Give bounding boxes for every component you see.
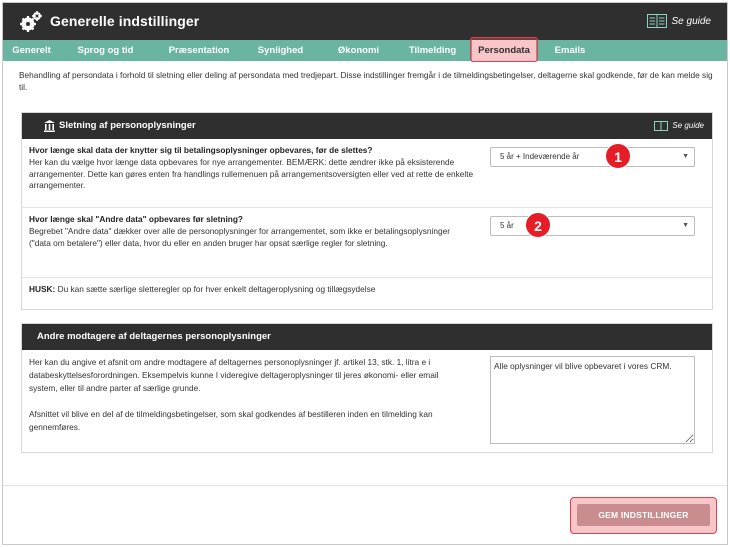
deletion-panel [21, 112, 713, 310]
tab-label: Synlighed [257, 45, 304, 56]
see-guide-label: Se guide [672, 121, 704, 130]
tab-synlighed[interactable] [249, 40, 312, 61]
recipients-panel-header [22, 324, 712, 350]
see-guide-label: Se guide [671, 15, 711, 27]
tab-label: Sprog og tid [77, 45, 134, 56]
payment-retention-select[interactable] [490, 147, 695, 167]
recipients-terms-note: Afsnittet vil blive en del af de tilmeldingsbetingelser, som skal godkendes af bestilleren inden en tilmelding kan gennemføres. [29, 409, 433, 432]
tab-label: Emails [554, 45, 586, 56]
recipients-description: Her kan du angive et afsnit om andre modtagere af deltagernes personoplysninger jf. artikel 13, stk. 1, litra e i databeskyttelsesforordningen. Eksempelvis kunne I videregive deltageroplysninger til jeres økonomi- eller email system, eller til andre parter af særlige grunde. [29, 357, 439, 393]
chevron-down-icon: ▼ [682, 153, 689, 160]
recipients-panel [21, 323, 713, 453]
tab-label: Økonomi [337, 45, 380, 56]
building-icon [44, 120, 55, 132]
tab-emails[interactable] [549, 40, 591, 61]
guide-book-icon [654, 121, 668, 131]
other-data-retention-value: 5 år [500, 221, 514, 230]
other-data-retention-description: Begrebet "Andre data" dækker over alle de personoplysninger for arrangementet, som ikke er betalingsoplysninger ("data om betalere") eller data, hvor du eller en anden bruger har opsat særlige regler for sletning. [29, 225, 450, 248]
deletion-note-label: HUSK: [29, 284, 56, 294]
step-marker-1: 1 [605, 143, 631, 169]
payment-retention-text [29, 145, 474, 192]
deletion-panel-header [22, 113, 712, 139]
deletion-note [29, 284, 709, 296]
page-title: Generelle indstillinger [50, 13, 200, 29]
tab-sprog-og-tid[interactable] [58, 40, 153, 61]
recipients-text [29, 356, 469, 434]
tab-label: Generelt [12, 45, 51, 56]
other-data-retention-text [29, 214, 474, 249]
tab-bar [3, 40, 727, 61]
payment-retention-description: Her kan du vælge hvor længe data opbevares for nye arrangementer. BEMÆRK: dette ændrer ikke på eksisterende arrangementer. Dette kan gøres enten fra handlings rullemenuen på arrangementsoversigten eller ved at rette de enkelte arrangementer. [29, 156, 474, 191]
chevron-down-icon: ▼ [682, 222, 689, 229]
intro-text: Behandling af persondata i forhold til sletning eller deling af persondata med tredjepart. Disse indstillinger fremgår i de tilmeldingsbetingelser, deltagerne skal godkende, før de kan melde sig til. [19, 70, 713, 92]
deletion-note-row [22, 277, 712, 307]
other-data-retention-select[interactable] [490, 216, 695, 236]
tab-label: Persondata [478, 45, 530, 56]
gears-icon [20, 11, 42, 33]
save-highlight [570, 497, 717, 534]
title-bar [3, 3, 727, 40]
guide-book-icon [647, 14, 667, 28]
deletion-guide-link[interactable] [654, 113, 704, 139]
step-marker-2: 2 [525, 212, 551, 238]
other-data-retention-row [22, 207, 712, 277]
recipients-row [22, 350, 712, 452]
recipients-panel-title: Andre modtagere af deltagernes personoplysninger [37, 331, 271, 342]
tab-tilmelding[interactable] [403, 40, 462, 61]
payment-retention-question: Hvor længe skal data der knytter sig til betalingsoplysninger opbevares, før de slettes? [29, 145, 373, 155]
tab-persondata[interactable] [472, 40, 536, 61]
tab-label: Tilmelding [408, 45, 457, 56]
tab-praesentation[interactable] [161, 40, 237, 61]
deletion-note-text: Du kan sætte særlige sletteregler op for hver enkelt deltageroplysning og tillægsydelse [55, 284, 376, 294]
recipients-textarea[interactable] [490, 356, 695, 444]
tab-oekonomi[interactable] [330, 40, 387, 61]
deletion-panel-title: Sletning af personoplysninger [59, 120, 196, 131]
payment-retention-row [22, 139, 712, 207]
settings-window [2, 2, 728, 545]
tab-generelt[interactable] [10, 40, 53, 61]
payment-retention-value: 5 år + Indeværende år [500, 152, 580, 161]
footer-divider [3, 485, 727, 486]
other-data-retention-question: Hvor længe skal "Andre data" opbevares før sletning? [29, 214, 243, 224]
tab-label: Præsentation [168, 45, 230, 56]
see-guide-link[interactable] [647, 14, 711, 28]
save-settings-button[interactable]: GEM INDSTILLINGER [577, 504, 710, 526]
